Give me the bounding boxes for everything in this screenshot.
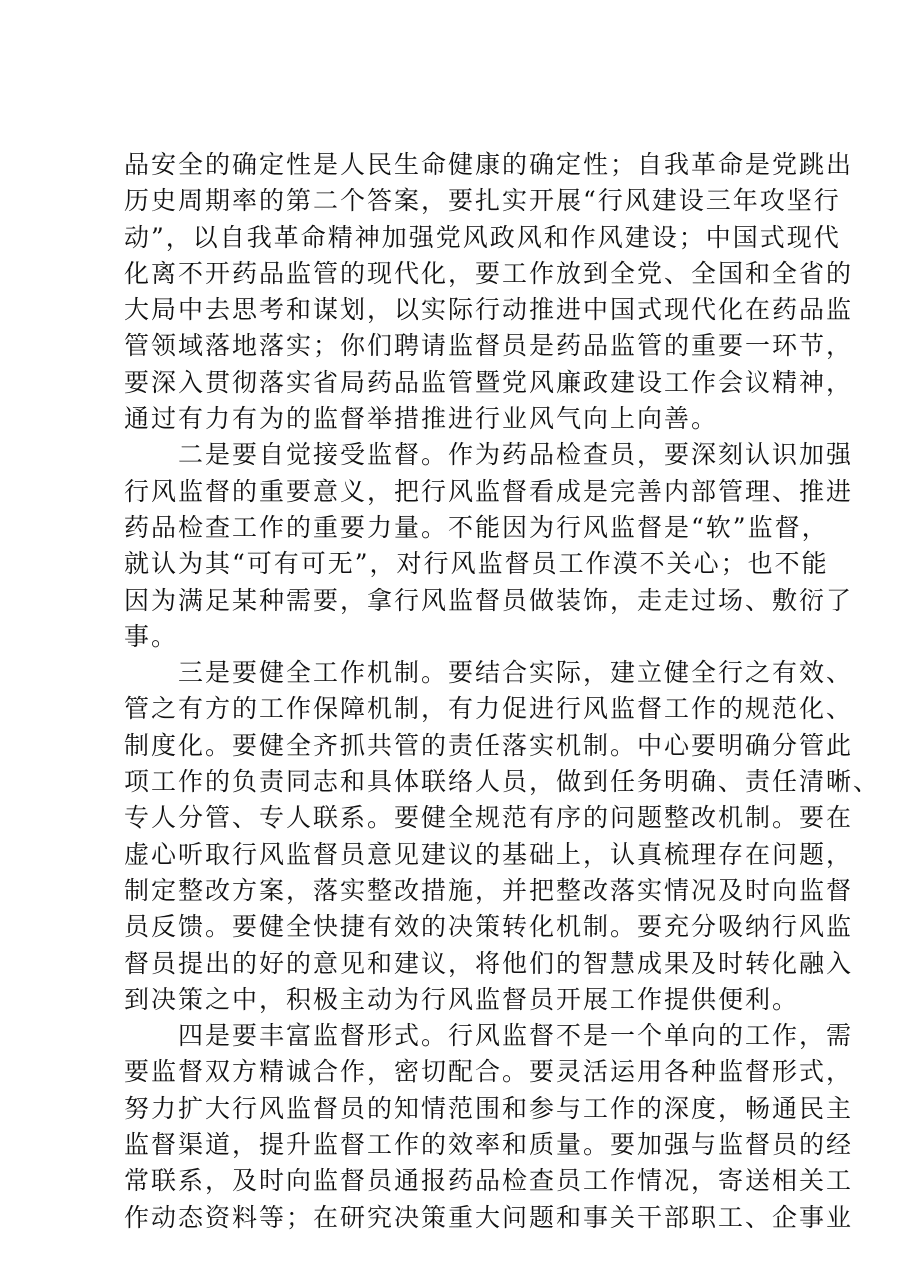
text-line: 常联系，及时向监督员通报药品检查员工作情况，寄送相关工	[124, 1166, 854, 1196]
text-line: 监督渠道，提升监督工作的效率和质量。要加强与监督员的经	[124, 1130, 854, 1160]
text-line: 员反馈。要健全快捷有效的决策转化机制。要充分吸纳行风监	[124, 912, 854, 942]
text-line: 制定整改方案，落实整改措施，并把整改落实情况及时向监督	[124, 875, 854, 905]
text-line: 制度化。要健全齐抓共管的责任落实机制。中心要明确分管此	[124, 730, 854, 760]
text-line: 药品检查工作的重要力量。不能因为行风监督是“软”监督，	[124, 512, 829, 542]
text-line: 因为满足某种需要，拿行风监督员做装饰，走走过场、敷衍了	[124, 585, 854, 615]
text-line: 专人分管、专人联系。要健全规范有序的问题整改机制。要在	[124, 803, 854, 833]
text-line: 管领域落地落实；你们聘请监督员是药品监管的重要一环节，	[124, 331, 854, 361]
text-line: 事。	[124, 621, 179, 651]
text-line: 行风监督的重要意义，把行风监督看成是完善内部管理、推进	[124, 476, 854, 506]
text-line: 就认为其“可有可无”，对行风监督员工作漠不关心；也不能	[124, 549, 829, 579]
paragraph-start-line: 二是要自觉接受监督。作为药品检查员，要深刻认识加强	[178, 440, 854, 470]
text-line: 项工作的负责同志和具体联络人员，做到任务明确、责任清晰、	[124, 767, 881, 797]
text-line: 努力扩大行风监督员的知情范围和参与工作的深度，畅通民主	[124, 1093, 854, 1123]
text-line: 大局中去思考和谋划，以实际行动推进中国式现代化在药品监	[124, 295, 854, 325]
paragraph-start-line: 三是要健全工作机制。要结合实际，建立健全行之有效、	[178, 658, 854, 688]
text-line: 历史周期率的第二个答案，要扎实开展“行风建设三年攻坚行	[124, 186, 841, 216]
text-line: 要监督双方精诚合作，密切配合。要灵活运用各种监督形式，	[124, 1057, 854, 1087]
text-line: 督员提出的好的意见和建议，将他们的智慧成果及时转化融入	[124, 948, 854, 978]
text-line: 要深入贯彻落实省局药品监管暨党风廉政建设工作会议精神，	[124, 367, 854, 397]
text-line: 化离不开药品监管的现代化，要工作放到全党、全国和全省的	[124, 258, 854, 288]
text-line: 作动态资料等；在研究决策重大问题和事关干部职工、企事业	[124, 1202, 854, 1232]
text-line: 虚心听取行风监督员意见建议的基础上，认真梳理存在问题，	[124, 839, 854, 869]
text-line: 品安全的确定性是人民生命健康的确定性；自我革命是党跳出	[124, 150, 854, 179]
text-line: 管之有方的工作保障机制，有力促进行风监督工作的规范化、	[124, 694, 854, 724]
text-line: 到决策之中，积极主动为行风监督员开展工作提供便利。	[124, 984, 800, 1014]
text-line: 动”，以自我革命精神加强党风政风和作风建设；中国式现代	[124, 222, 841, 252]
body-text	[124, 147, 881, 1236]
text-line: 通过有力有为的监督举措推进行业风气向上向善。	[124, 404, 719, 434]
paragraph-start-line: 四是要丰富监督形式。行风监督不是一个单向的工作，需	[178, 1021, 854, 1051]
